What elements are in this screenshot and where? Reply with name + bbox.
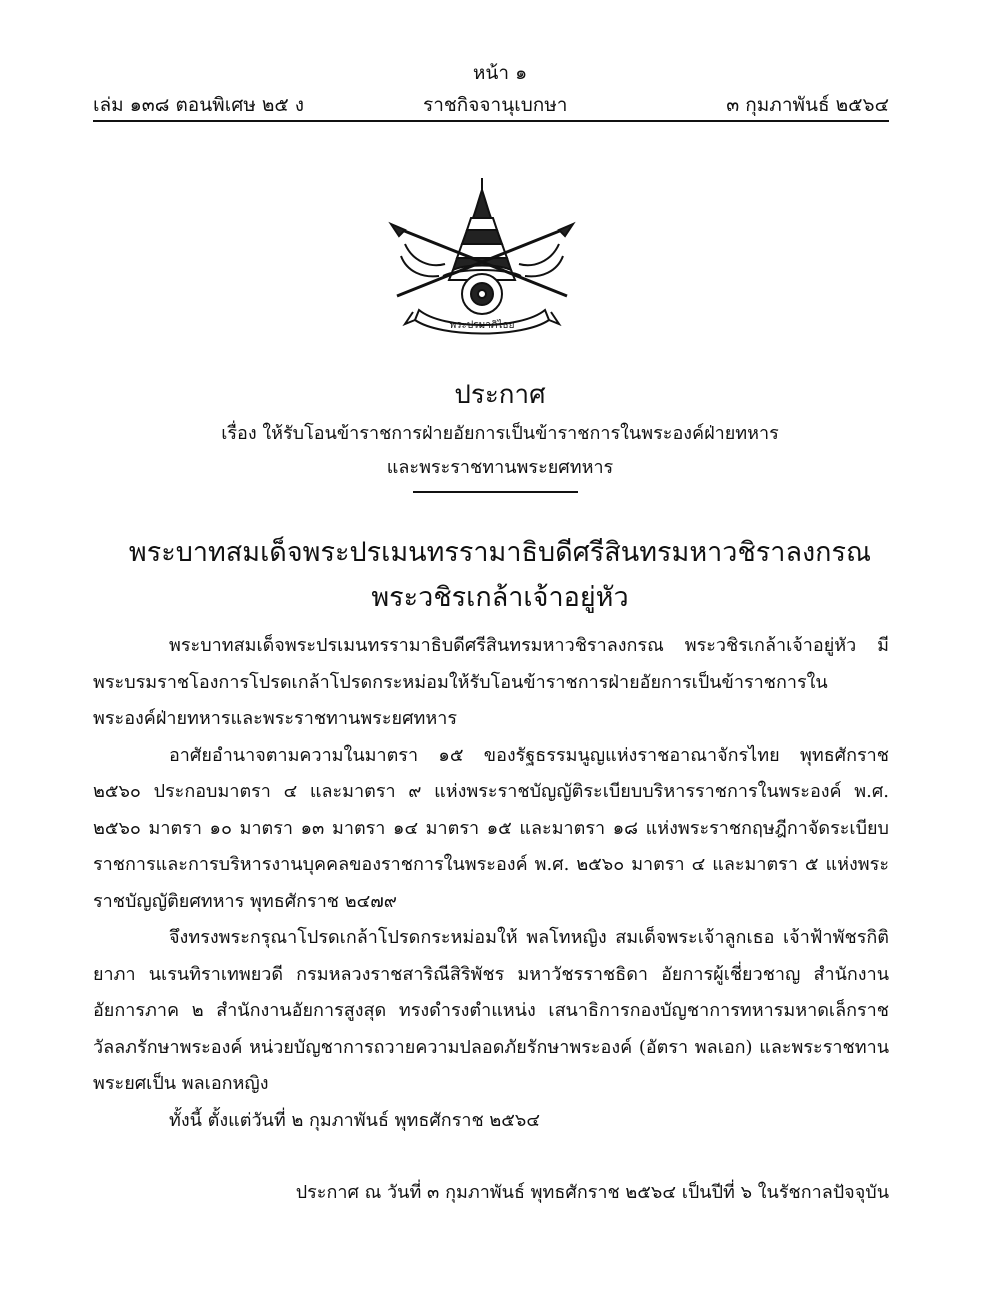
gazette-header [93, 90, 889, 118]
closing-date-line: ประกาศ ณ วันที่ ๓ กุมภาพันธ์ พุทธศักราช ๒๕๖๔ เป็นปีที่ ๖ ในรัชกาลปัจจุบัน [295, 1182, 889, 1203]
seal-inscription: พระปรมาภิไธย [449, 320, 515, 331]
header-divider [93, 120, 889, 122]
announcement-subject: เรื่อง ให้รับโอนข้าราชการฝ่ายอัยการเป็นข้าราชการในพระองค์ฝ่ายทหาร [221, 423, 779, 444]
body-paragraph: พระบาทสมเด็จพระปรเมนทรรามาธิบดีศรีสินทรมหาวชิราลงกรณ พระวชิรเกล้าเจ้าอยู่หัว มีพระบรมราชโองการโปรดเกล้าโปรดกระหม่อมให้รับโอนข้าราชการฝ่ายอัยการเป็นข้าราชการในพระองค์ฝ่ายทหารและพระราชทานพระยศทหาร [93, 635, 889, 729]
body-paragraph: ทั้งนี้ ตั้งแต่วันที่ ๒ กุมภาพันธ์ พุทธศักราช ๒๕๖๔ [169, 1109, 540, 1131]
volume-issue: เล่ม ๑๓๘ ตอนพิเศษ ๒๕ ง [93, 94, 305, 116]
royal-title-continued: พระวชิรเกล้าเจ้าอยู่หัว [371, 582, 629, 613]
announcement-subject-continued: และพระราชทานพระยศทหาร [386, 457, 614, 478]
royal-title: พระบาทสมเด็จพระปรเมนทรรามาธิบดีศรีสินทรมหาวชิราลงกรณ [128, 537, 872, 568]
title-divider [413, 491, 578, 493]
announcement-title: ประกาศ [454, 380, 546, 410]
announcement-body [93, 628, 889, 1139]
royal-seal-icon [383, 172, 581, 336]
publication-date: ๓ กุมภาพันธ์ ๒๕๖๔ [726, 94, 889, 116]
body-paragraph: จึงทรงพระกรุณาโปรดเกล้าโปรดกระหม่อมให้ พลโทหญิง สมเด็จพระเจ้าลูกเธอ เจ้าฟ้าพัชรกิติยาภา นเรนทิราเทพยวดี กรมหลวงราชสาริณีสิริพัชร มหาวัชรราชธิดา อัยการผู้เชี่ยวชาญ สำนักงานอัยการภาค ๒ สำนักงานอัยการสูงสุด ทรงดำรงตำแหน่ง เสนาธิการกองบัญชาการทหารมหาดเล็กราชวัลลภรักษาพระองค์ หน่วยบัญชาการถวายความปลอดภัยรักษาพระองค์ (อัตรา พลเอก) และพระราชทานพระยศเป็น พลเอกหญิง [93, 927, 889, 1094]
page-number: หน้า ๑ [472, 62, 528, 84]
gazette-name: ราชกิจจานุเบกษา [423, 94, 568, 116]
body-paragraph: อาศัยอำนาจตามความในมาตรา ๑๕ ของรัฐธรรมนูญแห่งราชอาณาจักรไทย พุทธศักราช ๒๕๖๐ ประกอบมาตรา ๔ และมาตรา ๙ แห่งพระราชบัญญัติระเบียบบริหารราชการในพระองค์ พ.ศ. ๒๕๖๐ มาตรา ๑๐ มาตรา ๑๓ มาตรา ๑๔ มาตรา ๑๕ และมาตรา ๑๘ แห่งพระราชกฤษฎีกาจัดระเบียบราชการและการบริหารงานบุคคลของราชการในพระองค์ พ.ศ. ๒๕๖๐ มาตรา ๔ และมาตรา ๕ แห่งพระราชบัญญัติยศทหาร พุทธศักราช ๒๔๗๙ [93, 744, 889, 912]
